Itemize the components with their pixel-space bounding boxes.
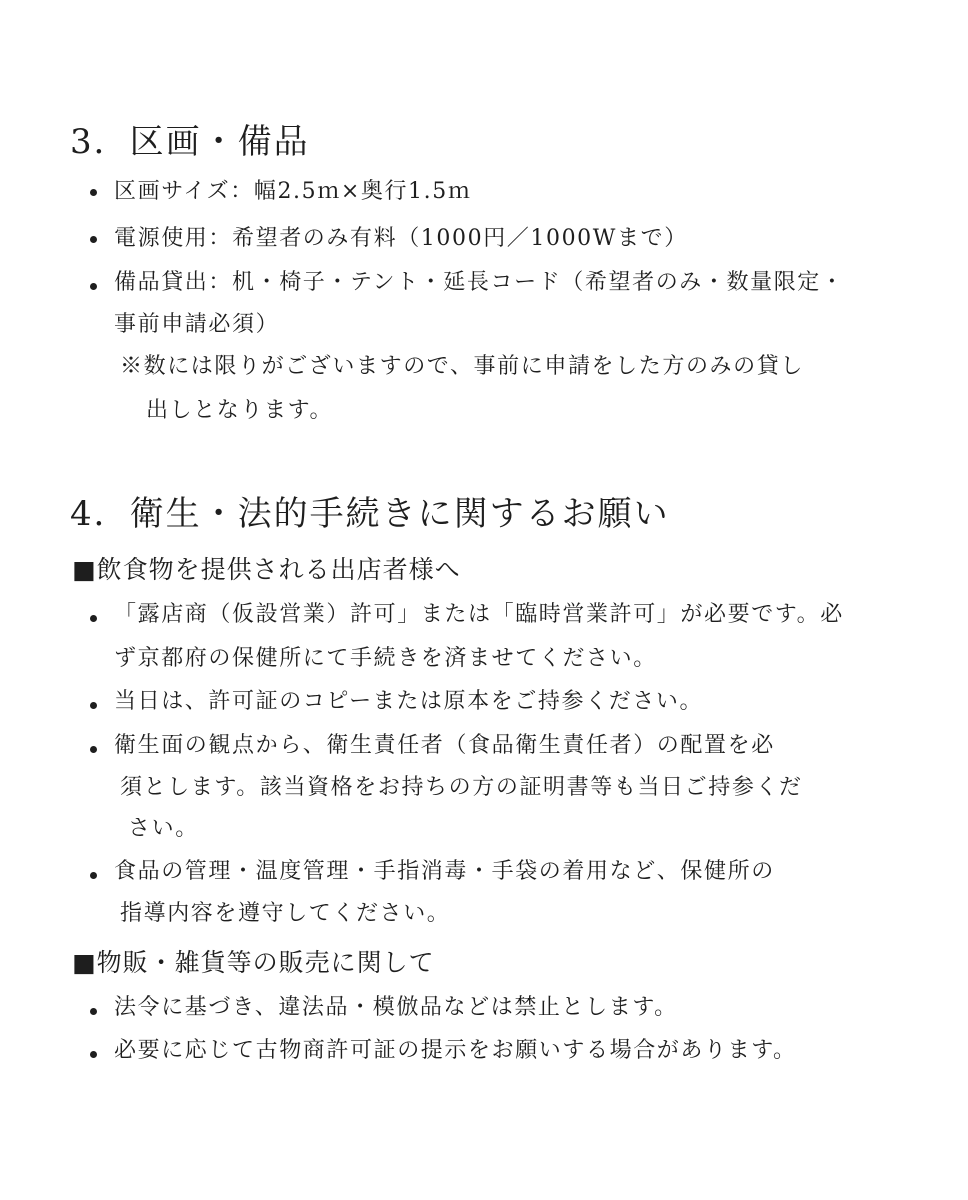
list-item-equipment-line-2: 事前申請必須） bbox=[114, 312, 280, 337]
section-4-heading: 4．衛生・法的手続きに関するお願い bbox=[70, 494, 670, 534]
bullet-icon bbox=[90, 1051, 97, 1058]
bullet-icon bbox=[90, 283, 97, 290]
food-item-permit-line-2: ず京都府の保健所にて手続きを済ませてください。 bbox=[114, 646, 657, 671]
bullet-icon bbox=[90, 236, 97, 243]
goods-sales-heading: ■物販・雑貨等の販売に関して bbox=[72, 948, 435, 977]
note-line-1: ※数には限りがございますので、事前に申請をした方のみの貸し bbox=[120, 354, 804, 379]
section-3-heading: 3．区画・備品 bbox=[70, 122, 310, 162]
list-item-equipment-line-1: 備品貸出：机・椅子・テント・延長コード（希望者のみ・数量限定・ bbox=[114, 270, 845, 295]
goods-item-prohibited: 法令に基づき、違法品・模倣品などは禁止とします。 bbox=[114, 995, 678, 1020]
bullet-icon bbox=[90, 1008, 97, 1015]
bullet-icon bbox=[90, 189, 97, 196]
bullet-icon bbox=[90, 872, 97, 879]
food-item-bring-copy: 当日は、許可証のコピーまたは原本をご持参ください。 bbox=[114, 689, 704, 714]
bullet-icon bbox=[90, 746, 97, 753]
food-item-hygiene-line-3: さい。 bbox=[128, 816, 199, 841]
bullet-icon bbox=[90, 615, 97, 622]
list-item-plot-size: 区画サイズ：幅2.5ｍ×奥行1.5ｍ bbox=[114, 179, 472, 204]
bullet-icon bbox=[90, 702, 97, 709]
goods-item-secondhand-permit: 必要に応じて古物商許可証の提示をお願いする場合があります。 bbox=[114, 1038, 797, 1063]
food-item-permit-line-1: 「露店商（仮設営業）許可」または「臨時営業許可」が必要です。必 bbox=[114, 602, 844, 627]
list-item-power: 電源使用：希望者のみ有料（1000円／1000Wまで） bbox=[114, 226, 688, 251]
food-item-hygiene-line-1: 衛生面の観点から、衛生責任者（食品衛生責任者）の配置を必 bbox=[114, 733, 775, 758]
note-line-2: 出しとなります。 bbox=[146, 398, 334, 423]
food-item-hygiene-line-2: 須とします。該当資格をお持ちの方の証明書等も当日ご持参くだ bbox=[120, 775, 803, 800]
food-vendors-heading: ■飲食物を提供される出店者様へ bbox=[72, 555, 461, 584]
food-item-management-line-1: 食品の管理・温度管理・手指消毒・手袋の着用など、保健所の bbox=[114, 859, 775, 884]
food-item-management-line-2: 指導内容を遵守してください。 bbox=[120, 901, 451, 926]
